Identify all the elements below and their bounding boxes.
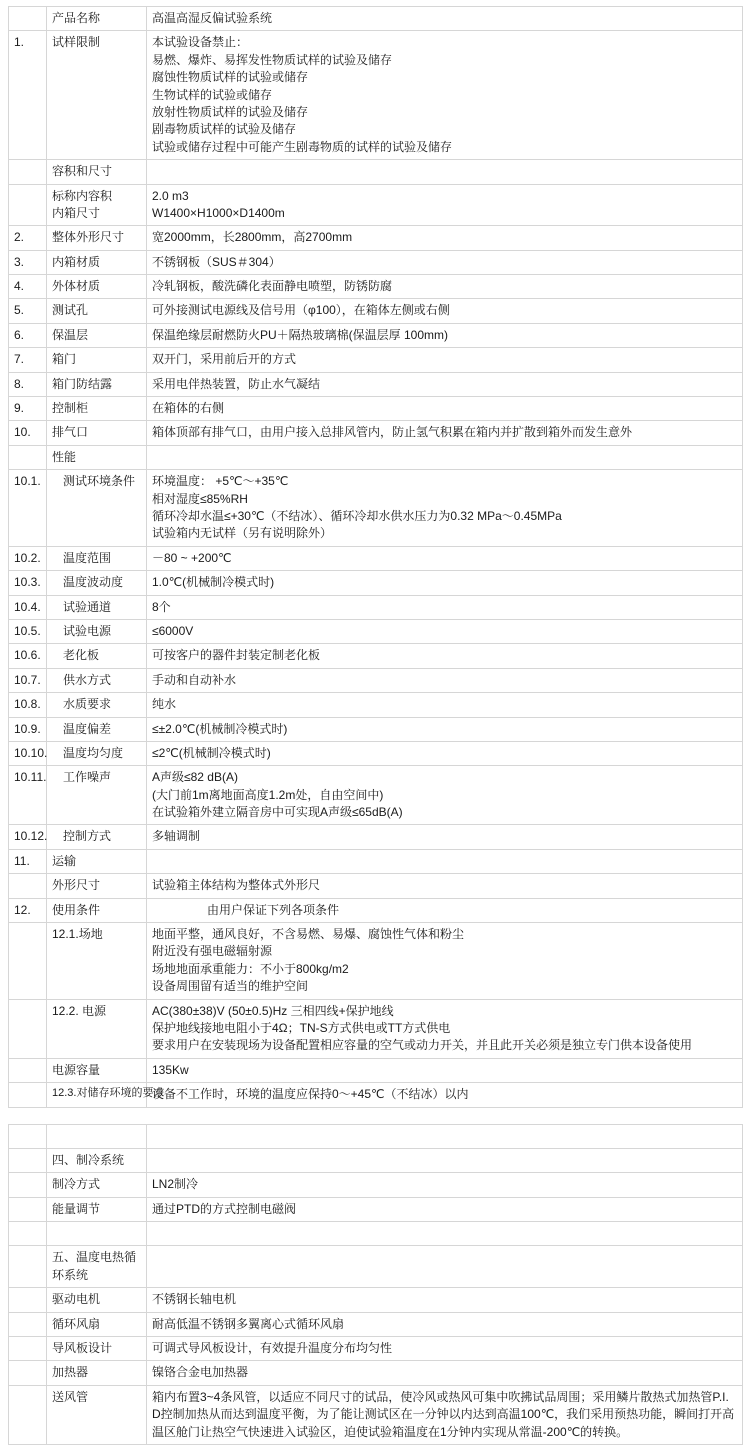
spec-row [9,1385,743,1444]
spec-row-value: 地面平整，通风良好，不含易燃、易爆、腐蚀性气体和粉尘 附近没有强电磁辐射源 场地地面承重能力：不小于800kg/m2 设备周围留有适当的维护空间 [147,923,743,1000]
spec-row [9,421,743,445]
spec-row-number [9,184,47,226]
spec-row-label: 产品名称 [47,7,147,31]
spec-table-systems-body [9,1124,743,1444]
spec-row-value: －80 ~ +200℃ [147,546,743,570]
spec-row-number: 6. [9,323,47,347]
spec-row-number [9,999,47,1058]
spec-row-label: 保温层 [47,323,147,347]
spec-row-label: 试验通道 [47,595,147,619]
spec-row-number [9,445,47,469]
spec-table-systems [8,1124,743,1445]
spec-row-number: 9. [9,397,47,421]
spec-row [9,1124,743,1148]
spec-row [9,1246,743,1288]
spec-row-value: 通过PTD的方式控制电磁阀 [147,1197,743,1221]
spec-row-label: 整体外形尺寸 [47,226,147,250]
spec-row-label: 老化板 [47,644,147,668]
spec-row-label [47,1124,147,1148]
spec-row-number: 4. [9,275,47,299]
spec-row-value: 宽2000mm，长2800mm，高2700mm [147,226,743,250]
spec-row-value: ≤2℃(机械制冷模式时) [147,741,743,765]
spec-row-label: 试验电源 [47,619,147,643]
spec-row-number: 10.12. [9,825,47,849]
spec-row-value: 设备不工作时，环境的温度应保持0～+45℃（不结冰）以内 [147,1083,743,1107]
spec-row-label: 温度波动度 [47,571,147,595]
spec-row-value [147,1246,743,1288]
spec-row [9,825,743,849]
spec-row-number [9,1337,47,1361]
spec-table-main-body [9,7,743,1108]
spec-row [9,595,743,619]
spec-row-label [47,1222,147,1246]
spec-row-number [9,1124,47,1148]
spec-row-number: 10.1. [9,470,47,547]
spec-row-number [9,1148,47,1172]
spec-row-value: 可调式导风板设计，有效提升温度分布均匀性 [147,1337,743,1361]
spec-row-label: 12.1.场地 [47,923,147,1000]
spec-row-label: 控制方式 [47,825,147,849]
spec-row [9,275,743,299]
spec-row-value: 本试验设备禁止： 易燃、爆炸、易挥发性物质试样的试验及储存 腐蚀性物质试样的试验或储存 生物试样的试验或储存 放射性物质试样的试验及储存 剧毒物质试样的试验及储存 试验或储存过程中可能产生剧毒物质的试样的试验及储存 [147,31,743,160]
spec-row [9,397,743,421]
spec-row [9,160,743,184]
spec-row [9,226,743,250]
spec-row [9,999,743,1058]
spec-row-number [9,7,47,31]
spec-row-label: 能量调节 [47,1197,147,1221]
spec-row-number: 12. [9,898,47,922]
spec-row-number [9,874,47,898]
spec-row-number [9,1083,47,1107]
spec-row-number [9,1312,47,1336]
spec-row-value [147,1148,743,1172]
spec-row [9,299,743,323]
spec-row-label: 箱门防结露 [47,372,147,396]
spec-row-value: 高温高湿反偏试验系统 [147,7,743,31]
spec-row-label: 测试环境条件 [47,470,147,547]
spec-row-value: 箱体顶部有排气口，由用户接入总排风管内，防止氢气积累在箱内并扩散到箱外而发生意外 [147,421,743,445]
spec-row-label: 制冷方式 [47,1173,147,1197]
spec-row [9,1197,743,1221]
spec-row [9,372,743,396]
spec-row-value [147,1124,743,1148]
spec-row-number [9,1288,47,1312]
spec-row [9,741,743,765]
spec-row-label: 运输 [47,849,147,873]
spec-row-value: 由用户保证下列各项条件 [147,898,743,922]
spec-row [9,1288,743,1312]
spec-row-label: 温度均匀度 [47,741,147,765]
spec-row-label: 电源容量 [47,1058,147,1082]
spec-row-value: LN2制冷 [147,1173,743,1197]
spec-row-value: 不锈钢长轴电机 [147,1288,743,1312]
spec-row [9,898,743,922]
spec-row [9,619,743,643]
spec-row [9,717,743,741]
spec-row-number: 8. [9,372,47,396]
spec-row [9,1312,743,1336]
spec-row-value [147,1222,743,1246]
spec-row-label: 外体材质 [47,275,147,299]
spec-row-value: 8个 [147,595,743,619]
spec-row [9,849,743,873]
spec-row [9,644,743,668]
spec-row-number [9,923,47,1000]
spec-row-value: 多轴调制 [147,825,743,849]
spec-row-label: 12.3.对储存环境的要求 [47,1083,147,1107]
spec-row [9,693,743,717]
spec-row-number: 3. [9,250,47,274]
spec-row-number: 10.3. [9,571,47,595]
spec-row-number: 10.9. [9,717,47,741]
spec-row-value: 不锈钢板（SUS＃304） [147,250,743,274]
spec-row-number [9,1058,47,1082]
spec-row-value: 双开门，采用前后开的方式 [147,348,743,372]
spec-row-number [9,1173,47,1197]
spec-row-number: 10.11. [9,766,47,825]
spec-row-label: 四、制冷系统 [47,1148,147,1172]
spec-row-value [147,849,743,873]
spec-row-value: 手动和自动补水 [147,668,743,692]
spec-row [9,184,743,226]
spec-row-value: 可按客户的器件封装定制老化板 [147,644,743,668]
spec-row-number: 5. [9,299,47,323]
spec-row-value: 箱内布置3~4条风管，以适应不同尺寸的试品，使冷风或热风可集中吹拂试品周围；采用鳞片散热式加热管P.I.D控制加热从而达到温度平衡，为了能让测试区在一分钟以内达到高温100℃，我们采用预热功能，瞬间打开高温区舱门让热空气快速进入试验区，迫使试验箱温度在1分钟内实现从常温-200℃的转换。 [147,1385,743,1444]
spec-row-label: 12.2. 电源 [47,999,147,1058]
spec-row-label: 使用条件 [47,898,147,922]
spec-table-main [8,6,743,1108]
spec-row-value: 1.0℃(机械制冷模式时) [147,571,743,595]
spec-section-title: 容积和尺寸 [47,160,147,184]
spec-row-value: 冷轧钢板，酸洗磷化表面静电喷塑，防锈防腐 [147,275,743,299]
spec-row-value: 2.0 m3 W1400×H1000×D1400m [147,184,743,226]
spec-row-value: 纯水 [147,693,743,717]
spec-row [9,31,743,160]
spec-row [9,1058,743,1082]
spec-row [9,1361,743,1385]
spec-row-label: 箱门 [47,348,147,372]
spec-row-number: 10.8. [9,693,47,717]
spec-row-value [147,160,743,184]
spec-row-label: 供水方式 [47,668,147,692]
spec-row [9,766,743,825]
spec-row-number: 10.10. [9,741,47,765]
spec-row-value: 可外接测试电源线及信号用（φ100），在箱体左侧或右侧 [147,299,743,323]
spec-row-number: 1. [9,31,47,160]
spec-row-label: 工作噪声 [47,766,147,825]
spec-row-value: 试验箱主体结构为整体式外形尺 [147,874,743,898]
spec-row-number: 11. [9,849,47,873]
spec-row [9,348,743,372]
spec-row-label: 温度范围 [47,546,147,570]
spec-row-label: 水质要求 [47,693,147,717]
spec-row-number [9,1361,47,1385]
spec-row [9,571,743,595]
spec-row-label: 试样限制 [47,31,147,160]
spec-row-number: 10.4. [9,595,47,619]
spec-row-number: 7. [9,348,47,372]
spec-section-title: 性能 [47,445,147,469]
spec-row [9,250,743,274]
spec-row-number: 10.2. [9,546,47,570]
spec-row-label: 送风管 [47,1385,147,1444]
spec-row-label: 内箱材质 [47,250,147,274]
spec-row-label: 测试孔 [47,299,147,323]
spec-row-number [9,1197,47,1221]
spec-row-value: 135Kw [147,1058,743,1082]
spec-row [9,323,743,347]
spec-row [9,470,743,547]
spec-row-label: 标称内容积 内箱尺寸 [47,184,147,226]
spec-row-number [9,1385,47,1444]
spec-row [9,1173,743,1197]
spec-row-number [9,1246,47,1288]
spec-row [9,1222,743,1246]
spec-row-value: A声级≤82 dB(A) (大门前1m离地面高度1.2m处，自由空间中) 在试验箱外建立隔音房中可实现A声级≤65dB(A) [147,766,743,825]
spec-row [9,546,743,570]
spec-row-value: 镍铬合金电加热器 [147,1361,743,1385]
spec-row-label: 循环风扇 [47,1312,147,1336]
spec-row-value: 保温绝缘层耐燃防火PU＋隔热玻璃棉(保温层厚 100mm) [147,323,743,347]
spec-row-value: 采用电伴热装置，防止水气凝结 [147,372,743,396]
spec-row-label: 五、温度电热循环系统 [47,1246,147,1288]
spec-row [9,668,743,692]
spec-row-label: 导风板设计 [47,1337,147,1361]
spec-row-label: 排气口 [47,421,147,445]
spec-row-label: 驱动电机 [47,1288,147,1312]
spec-row-number: 2. [9,226,47,250]
spec-row-number [9,1222,47,1246]
spec-row [9,445,743,469]
spec-row-number [9,160,47,184]
spec-row-label: 控制柜 [47,397,147,421]
spec-row-number: 10. [9,421,47,445]
spec-row-value: AC(380±38)V (50±0.5)Hz 三相四线+保护地线 保护地线接地电阻小于4Ω；TN-S方式供电或TT方式供电 要求用户在安装现场为设备配置相应容量的空气或动力开关，并且此开关必须是独立专门供本设备使用 [147,999,743,1058]
spec-row [9,874,743,898]
spec-row-label: 加热器 [47,1361,147,1385]
spec-row [9,1337,743,1361]
spec-row-value: ≤±2.0℃(机械制冷模式时) [147,717,743,741]
spec-row-value: ≤6000V [147,619,743,643]
spec-row-value: 环境温度： +5℃～+35℃ 相对湿度≤85%RH 循环冷却水温≤+30℃（不结冰）、循环冷却水供水压力为0.32 MPa～0.45MPa 试验箱内无试样（另有说明除外） [147,470,743,547]
spec-row-value: 耐高低温不锈钢多翼离心式循环风扇 [147,1312,743,1336]
spec-row-value [147,445,743,469]
spec-row-number: 10.7. [9,668,47,692]
spec-row-label: 温度偏差 [47,717,147,741]
spec-row-value: 在箱体的右侧 [147,397,743,421]
spec-row [9,1148,743,1172]
spec-row-number: 10.6. [9,644,47,668]
spec-row [9,1083,743,1107]
spec-row [9,923,743,1000]
spec-row [9,7,743,31]
section-divider [8,1108,742,1124]
spec-row-label: 外形尺寸 [47,874,147,898]
spec-row-number: 10.5. [9,619,47,643]
